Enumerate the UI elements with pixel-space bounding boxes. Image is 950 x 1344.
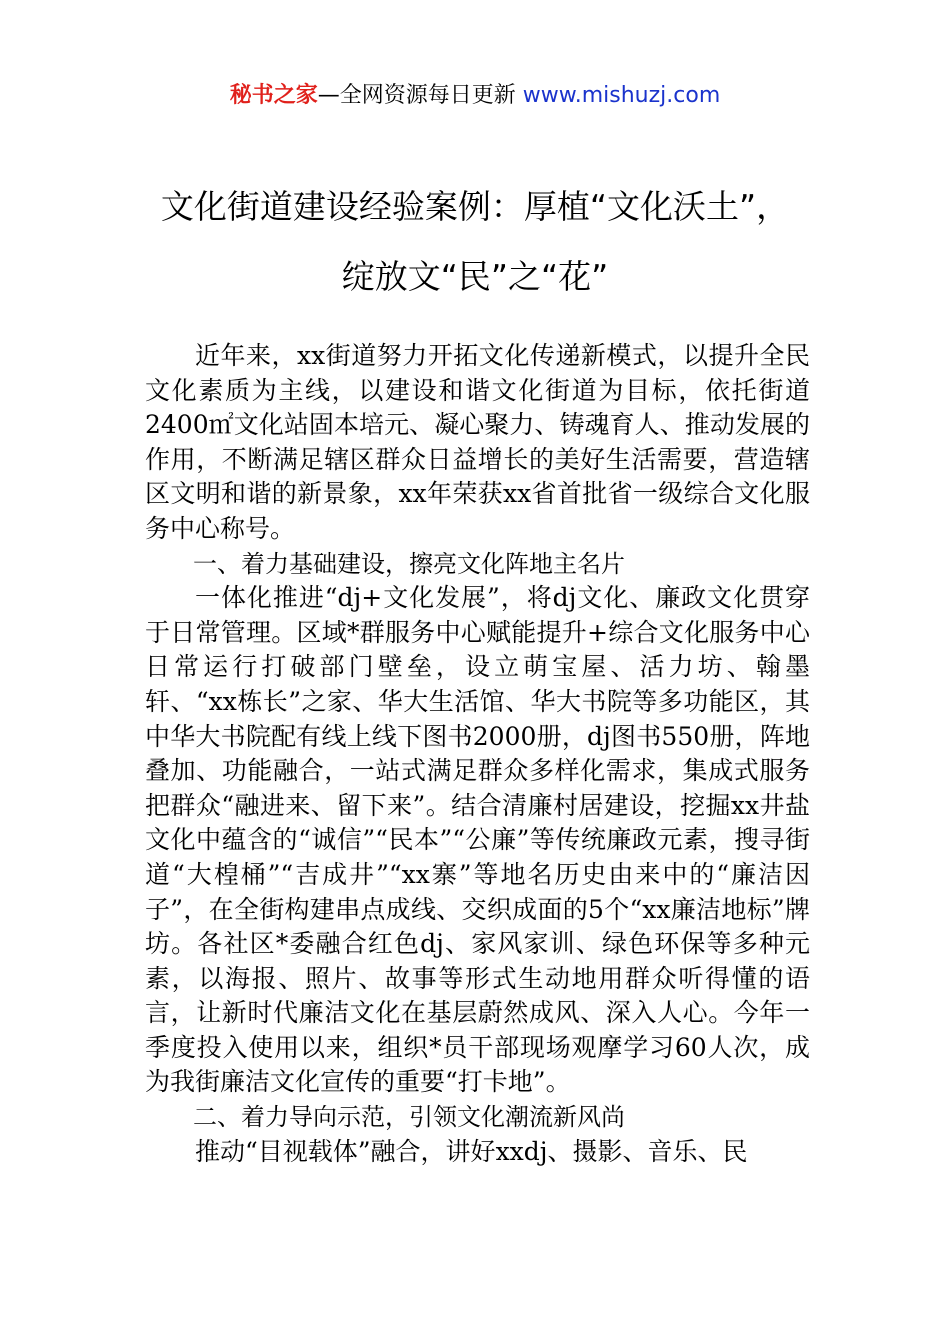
site-url-link[interactable]: www.mishuzj.com: [522, 83, 721, 108]
document-body: [145, 339, 810, 1169]
site-brand: 秘书之家: [229, 83, 318, 108]
section-1-heading: 一、着力基础建设，擦亮文化阵地主名片: [193, 549, 625, 578]
document-title: 文化街道建设经验案例：厚植“文化沃土”，绽放文“民”之“花”: [160, 187, 790, 296]
intro-paragraph: 近年来，xx街道努力开拓文化传递新模式，以提升全民文化素质为主线，以建设和谐文化街道为目标，依托街道2400㎡文化站固本培元、凝心聚力、铸魂育人、推动发展的作用，不断满足辖区群众日益增长的美好生活需要，营造辖区文明和谐的新景象，xx年荣获xx省首批省一级综合文化服务中心称号。: [145, 341, 810, 543]
section-2-paragraph: 推动“目视载体”融合，讲好xxdj、摄影、音乐、民: [195, 1136, 748, 1166]
section-2-heading: 二、着力导向示范，引领文化潮流新风尚: [193, 1103, 625, 1132]
section-1-paragraph: 一体化推进“dj+文化发展”，将dj文化、廉政文化贯穿于日常管理。区域*群服务中心赋能提升+综合文化服务中心日常运行打破部门壁垒，设立萌宝屋、活力坊、翰墨轩、“xx栋长”之家、华大生活馆、华大书院等多功能区，其中华大书院配有线上线下图书2000册，dj图书550册，阵地叠加、功能融合，一站式满足群众多样化需求，集成式服务把群众“融进来、留下来”。结合清廉村居建设，挖掘xx井盐文化中蕴含的“诚信”“民本”“公廉”等传统廉政元素，搜寻街道“大楻桶”“吉成井”“xx寨”等地名历史由来中的“廉洁因子”，在全街构建串点成线、交织成面的5个“xx廉洁地标”牌坊。各社区*委融合红色dj、家风家训、绿色环保等多种元素，以海报、照片、故事等形式生动地用群众听得懂的语言，让新时代廉洁文化在基层蔚然成风、深入人心。今年一季度投入使用以来，组织*员干部现场观摩学习60人次，成为我街廉洁文化宣传的重要“打卡地”。: [145, 583, 810, 1097]
site-header: [0, 80, 950, 112]
site-tagline: —全网资源每日更新: [317, 83, 516, 108]
